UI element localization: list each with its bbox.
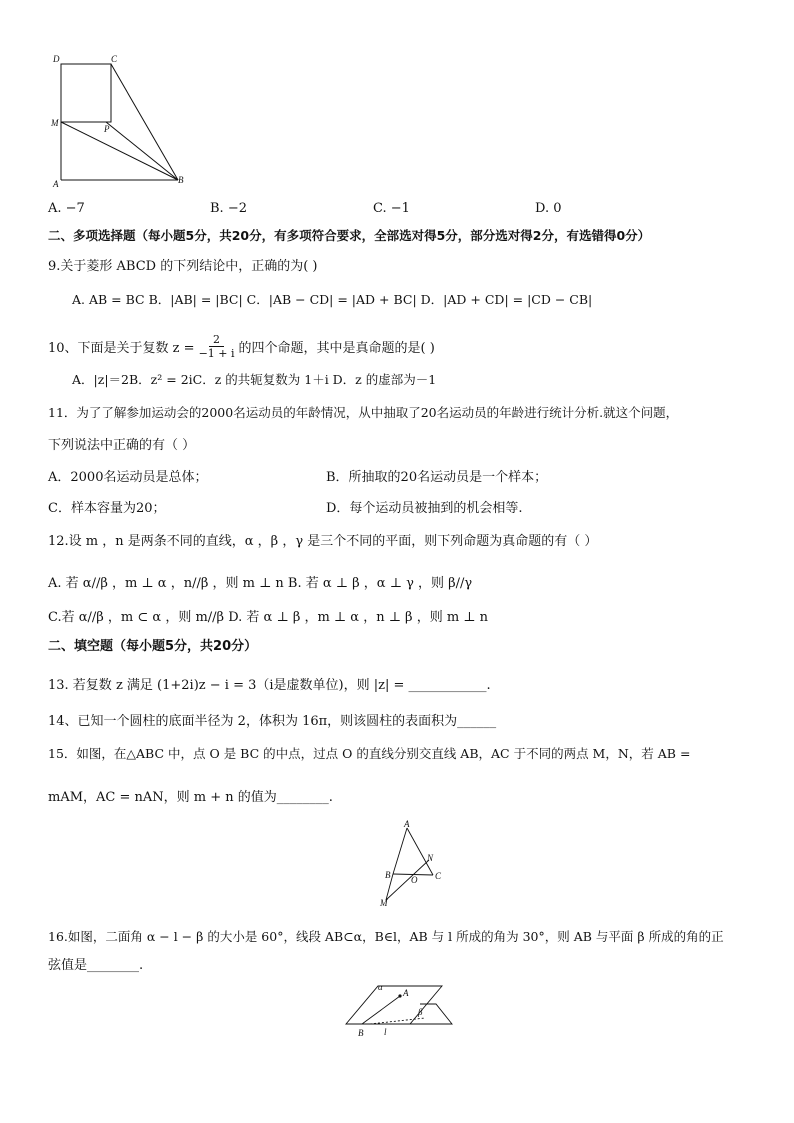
label-b: B (385, 870, 391, 880)
q9-options: A. AB = BC B．|AB| = |BC| C．|AB − CD| = |AD + BC| D．|AD + CD| = |CD − CB| (72, 292, 593, 307)
q8-option-d: D. 0 (535, 201, 562, 216)
label-d: D (53, 54, 60, 64)
q11-option-b: B．所抽取的20名运动员是一个样本； (326, 470, 548, 485)
q11-option-d: D．每个运动员被抽到的机会相等. (326, 501, 523, 516)
q12-options-cd: C.若 α//β ，m ⊂ α ，则 m//β D. 若 α ⊥ β ，m ⊥ α ，n ⊥ β ，则 m ⊥ n (48, 610, 489, 625)
q8-option-a: A. −7 (48, 201, 85, 216)
label-m: M (51, 118, 59, 128)
label-c: C (111, 54, 118, 64)
label-b: B (178, 175, 184, 185)
figure-triangle-abc (377, 820, 447, 910)
q15-line1: 15．如图，在△ABC 中，点 O 是 BC 的中点，过点 O 的直线分别交直线 AB，AC 于不同的两点 M，N，若 AB = (48, 746, 691, 761)
label-l: l (384, 1027, 387, 1037)
label-a: A (404, 820, 410, 829)
figure-square-triangle (48, 50, 193, 190)
section-fill-blank-title: 二、填空题（每小题5分，共20分） (48, 639, 258, 654)
q12-options-ab: A. 若 α//β ，m ⊥ α ，n//β ，则 m ⊥ n B. 若 α ⊥ β ，α ⊥ γ ，则 β//γ (48, 576, 473, 591)
label-m: M (380, 898, 388, 908)
q12-stem: 12.设 m ，n 是两条不同的直线，α ，β ，γ 是三个不同的平面，则下列命题为真命题的有（ ） (48, 534, 598, 549)
label-alpha: α (378, 982, 383, 992)
label-a: A (53, 179, 59, 189)
q11-stem-line1: 11．为了了解参加运动会的2000名运动员的年龄情况，从中抽取了20名运动员的年龄进行统计分析.就这个问题， (48, 405, 679, 420)
q16-line2: 弦值是________. (48, 958, 144, 973)
q8-option-b: B. −2 (210, 201, 247, 216)
label-o: O (411, 875, 418, 885)
q10-options: A．|z|＝2B．z² = 2iC．z 的共轭复数为 1＋i D．z 的虚部为－1 (72, 372, 437, 387)
q10-stem (48, 333, 435, 360)
label-p: P (104, 124, 110, 134)
q10-stem-after: 的四个命题，其中是真命题的是( ) (238, 341, 435, 356)
q16-line1: 16.如图，二面角 α − l − β 的大小是 60°，线段 AB⊂α，B∈l，AB 与 l 所成的角为 30°，则 AB 与平面 β 所成的角的正 (48, 929, 724, 944)
label-a: A (403, 988, 409, 998)
label-n: N (427, 853, 434, 863)
q8-option-c: C. −1 (373, 201, 410, 216)
q14-text: 14、已知一个圆柱的底面半径为 2，体积为 16π，则该圆柱的表面积为______ (48, 714, 497, 729)
label-beta: β (418, 1007, 423, 1017)
q10-fraction-denominator: −1 + i (198, 347, 235, 360)
q15-line2: mAM，AC = nAN，则 m + n 的值为________. (48, 790, 333, 805)
q10-fraction-numerator: 2 (209, 333, 224, 347)
q10-fraction (197, 333, 237, 360)
section-multiple-choice-title: 二、多项选择题（每小题5分，共20分，有多项符合要求，全部选对得5分，部分选对得2分，有选错得0分） (48, 228, 651, 243)
label-c: C (435, 871, 442, 881)
q11-option-a: A．2000名运动员是总体； (48, 470, 208, 485)
label-b: B (358, 1028, 364, 1038)
q11-stem-line2: 下列说法中正确的有（ ） (48, 438, 196, 453)
q13-text: 13. 若复数 z 满足 (1+2i)z − i = 3（i是虚数单位)，则 |z| = ____________. (48, 678, 491, 693)
q11-option-c: C．样本容量为20； (48, 501, 166, 516)
square-dcpm (61, 64, 111, 122)
q9-stem: 9.关于菱形 ABCD 的下列结论中，正确的为( ) (48, 259, 318, 274)
figure-dihedral-angle (340, 980, 460, 1040)
q10-stem-before: 10、下面是关于复数 z = (48, 341, 195, 356)
